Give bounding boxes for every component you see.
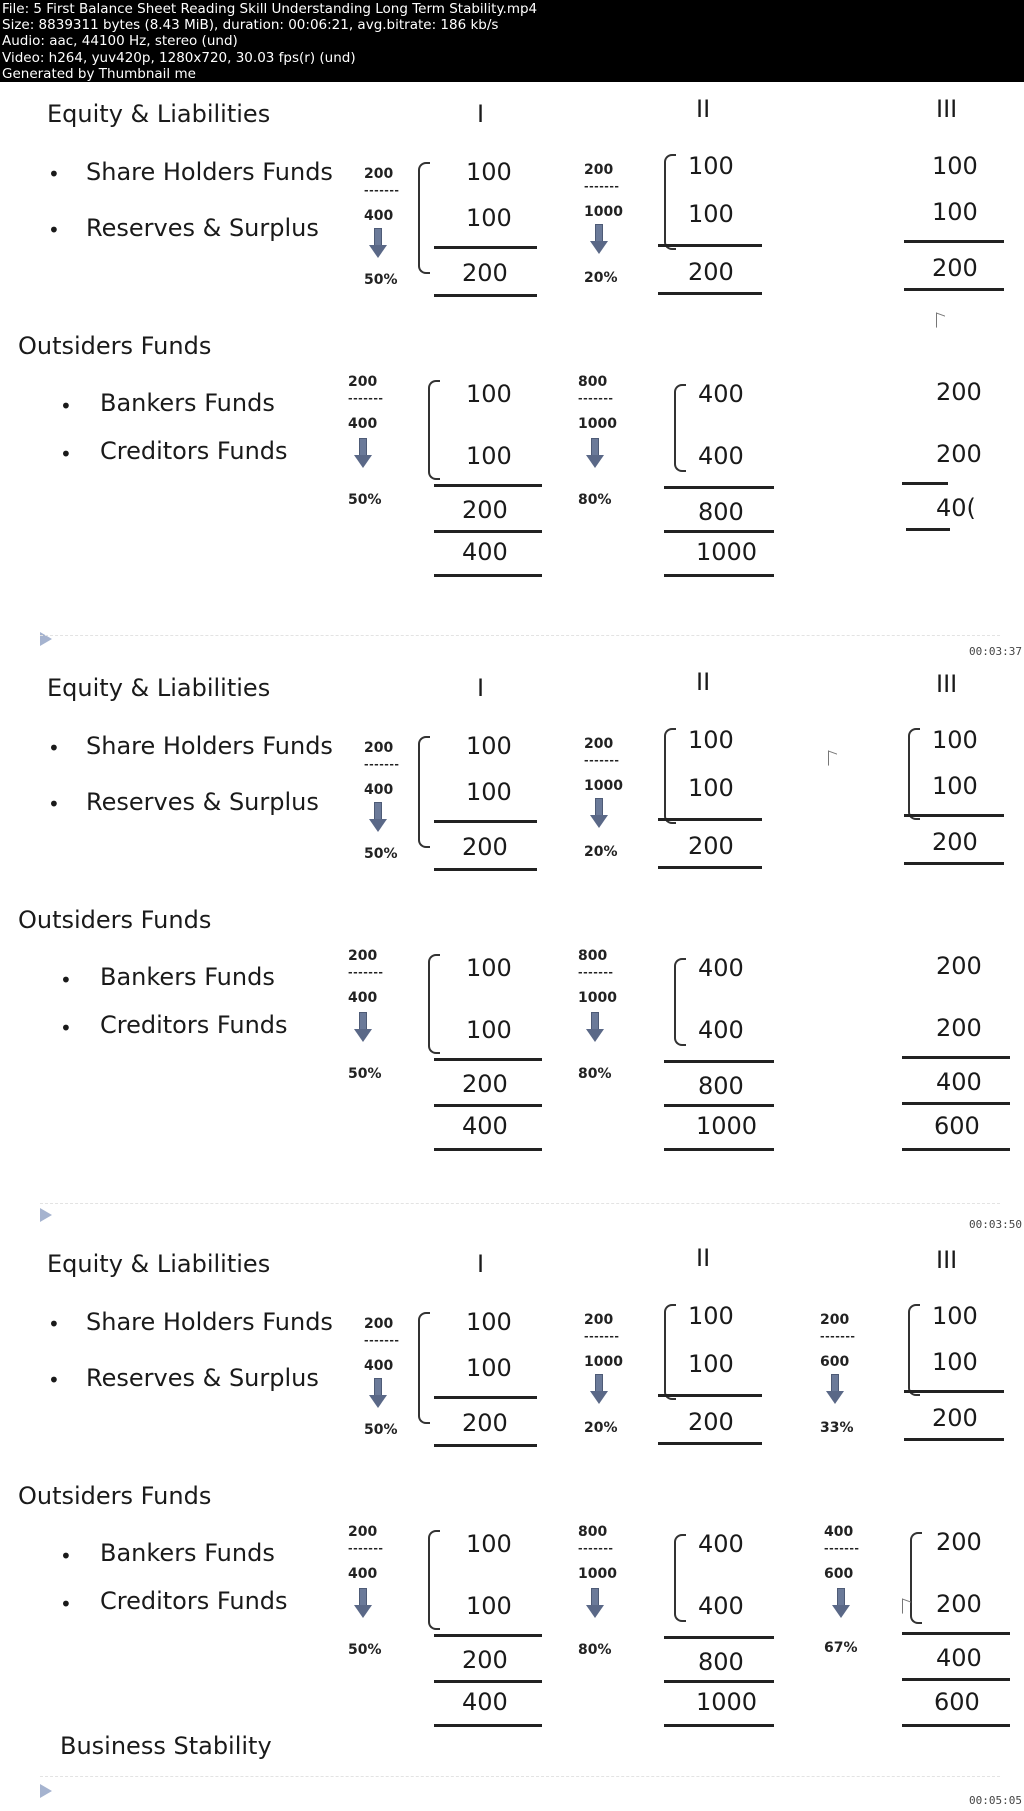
- total-rule: [658, 1442, 762, 1445]
- total-rule: [664, 1148, 774, 1151]
- value-cell: 200: [936, 952, 982, 980]
- value-cell: 100: [466, 1592, 512, 1620]
- ratio-denominator: 400: [364, 782, 394, 798]
- column-iii-label: III: [936, 670, 958, 698]
- bullet: •: [48, 162, 60, 186]
- brace: [674, 384, 686, 472]
- total-rule: [902, 1678, 1010, 1681]
- generator-line: Generated by Thumbnail me: [2, 65, 196, 82]
- value-cell: 200: [932, 828, 978, 856]
- mouse-cursor-icon: [936, 312, 945, 330]
- value-cell: 800: [698, 498, 744, 526]
- frame-timestamp: 00:03:50: [969, 1218, 1022, 1231]
- ratio-numerator: 200: [364, 1316, 394, 1332]
- reserves-label: Reserves & Surplus: [86, 1364, 319, 1392]
- ratio-numerator: 200: [584, 736, 614, 752]
- value-cell: 200: [462, 1646, 508, 1674]
- value-cell: 100: [466, 380, 512, 408]
- column-ii-label: II: [696, 95, 711, 123]
- total-rule: [902, 1724, 1010, 1727]
- ratio-percent: 50%: [364, 846, 398, 862]
- bankers-label: Bankers Funds: [100, 389, 275, 417]
- file-line: File: 5 First Balance Sheet Reading Skill Understanding Long Term Stability.mp4: [2, 1, 538, 17]
- value-cell: 1000: [696, 1688, 758, 1716]
- ratio-percent: 80%: [578, 492, 612, 508]
- total-rule: [906, 528, 950, 531]
- ratio-divider: -------: [348, 1542, 384, 1555]
- ratio-percent: 50%: [348, 492, 382, 508]
- ratio-denominator: 400: [348, 990, 378, 1006]
- bullet: •: [60, 1016, 72, 1040]
- value-cell: 600: [934, 1112, 980, 1140]
- ratio-divider: -------: [584, 180, 620, 193]
- value-cell: 100: [688, 1350, 734, 1378]
- ratio-denominator: 400: [348, 1566, 378, 1582]
- value-cell: 400: [462, 538, 508, 566]
- value-cell: 100: [932, 1302, 978, 1330]
- total-rule: [434, 294, 537, 297]
- value-cell: 100: [932, 772, 978, 800]
- ratio-numerator: 200: [348, 948, 378, 964]
- value-cell: 100: [466, 1530, 512, 1558]
- total-rule: [904, 288, 1004, 291]
- brace: [908, 728, 920, 820]
- file-info-header: [0, 0, 1024, 82]
- value-cell: 200: [936, 1528, 982, 1556]
- frame-timestamp: 00:05:05: [969, 1794, 1022, 1807]
- value-cell: 400: [698, 442, 744, 470]
- value-cell: 100: [688, 1302, 734, 1330]
- total-rule: [902, 1148, 1010, 1151]
- value-cell: 200: [688, 1408, 734, 1436]
- brace: [664, 154, 676, 250]
- bankers-label: Bankers Funds: [100, 1539, 275, 1567]
- total-rule: [434, 1104, 542, 1107]
- value-cell: 400: [936, 1644, 982, 1672]
- bullet: •: [48, 736, 60, 760]
- ratio-percent: 67%: [824, 1640, 858, 1656]
- value-cell: 200: [462, 833, 508, 861]
- value-cell: 400: [698, 1016, 744, 1044]
- brace: [418, 1312, 430, 1424]
- ratio-percent: 20%: [584, 270, 618, 286]
- brace: [418, 736, 430, 848]
- outsiders-heading: Outsiders Funds: [18, 1482, 212, 1510]
- value-cell: 800: [698, 1072, 744, 1100]
- audio-line: Audio: aac, 44100 Hz, stereo (und): [2, 33, 238, 50]
- frame-separator: [40, 1776, 1000, 1777]
- share-holders-label: Share Holders Funds: [86, 732, 333, 760]
- value-cell: 100: [932, 726, 978, 754]
- bankers-label: Bankers Funds: [100, 963, 275, 991]
- value-cell: 200: [462, 496, 508, 524]
- total-rule: [434, 246, 537, 249]
- ratio-numerator: 200: [584, 162, 614, 178]
- total-rule: [434, 574, 542, 577]
- creditors-label: Creditors Funds: [100, 1011, 288, 1039]
- total-rule: [434, 1396, 537, 1399]
- total-rule: [664, 1636, 774, 1639]
- play-marker-icon: [40, 1208, 52, 1222]
- value-cell: 400: [698, 1530, 744, 1558]
- column-iii-label: III: [936, 95, 958, 123]
- value-cell: 800: [698, 1648, 744, 1676]
- bullet: •: [60, 394, 72, 418]
- column-iii-label: III: [936, 1246, 958, 1274]
- value-cell: 100: [466, 732, 512, 760]
- brace: [910, 1532, 922, 1624]
- ratio-percent: 50%: [364, 272, 398, 288]
- ratio-divider: -------: [348, 966, 384, 979]
- ratio-percent: 80%: [578, 1066, 612, 1082]
- total-rule: [658, 818, 762, 821]
- brace: [664, 1304, 676, 1400]
- total-rule: [434, 1058, 542, 1061]
- value-cell: 400: [462, 1688, 508, 1716]
- ratio-denominator: 1000: [584, 1354, 623, 1370]
- value-cell: 400: [698, 954, 744, 982]
- total-rule: [664, 574, 774, 577]
- total-rule: [658, 244, 762, 247]
- value-cell: 100: [466, 1308, 512, 1336]
- value-cell: 200: [936, 1590, 982, 1618]
- ratio-denominator: 400: [364, 208, 394, 224]
- value-cell: 200: [462, 1070, 508, 1098]
- size-line: Size: 8839311 bytes (8.43 MiB), duration: 00:06:21, avg.bitrate: 186 kb/s: [2, 17, 499, 34]
- ratio-denominator: 1000: [584, 778, 623, 794]
- value-cell: 200: [936, 378, 982, 406]
- ratio-denominator: 1000: [578, 1566, 617, 1582]
- reserves-label: Reserves & Surplus: [86, 788, 319, 816]
- total-rule: [434, 530, 542, 533]
- value-cell: 200: [936, 1014, 982, 1042]
- value-cell: 400: [936, 1068, 982, 1096]
- ratio-divider: -------: [584, 754, 620, 767]
- ratio-percent: 20%: [584, 1420, 618, 1436]
- total-rule: [664, 1724, 774, 1727]
- frame-timestamp: 00:03:37: [969, 645, 1022, 658]
- value-cell: 100: [688, 200, 734, 228]
- value-cell: 100: [932, 152, 978, 180]
- total-rule: [434, 484, 542, 487]
- total-rule: [664, 530, 774, 533]
- value-cell: 200: [462, 1409, 508, 1437]
- ratio-numerator: 400: [824, 1524, 854, 1540]
- total-rule: [658, 292, 762, 295]
- value-cell: 100: [466, 158, 512, 186]
- total-rule: [904, 862, 1004, 865]
- value-cell: 400: [698, 380, 744, 408]
- ratio-numerator: 200: [364, 740, 394, 756]
- total-rule: [434, 1680, 542, 1683]
- ratio-numerator: 800: [578, 948, 608, 964]
- total-rule: [434, 1444, 537, 1447]
- total-rule: [904, 814, 1004, 817]
- business-stability-label: Business Stability: [60, 1732, 272, 1760]
- video-line: Video: h264, yuv420p, 1280x720, 30.03 fps(r) (und): [2, 49, 356, 66]
- brace: [664, 728, 676, 824]
- ratio-divider: -------: [364, 184, 400, 197]
- value-cell: 200: [932, 1404, 978, 1432]
- value-cell: 100: [932, 198, 978, 226]
- column-i-label: I: [477, 674, 485, 702]
- value-cell: 200: [932, 254, 978, 282]
- ratio-numerator: 200: [584, 1312, 614, 1328]
- bullet: •: [48, 1312, 60, 1336]
- value-cell: 100: [466, 204, 512, 232]
- equity-heading: Equity & Liabilities: [47, 674, 271, 702]
- brace: [674, 958, 686, 1046]
- value-cell: 100: [688, 152, 734, 180]
- ratio-percent: 50%: [348, 1066, 382, 1082]
- ratio-percent: 33%: [820, 1420, 854, 1436]
- value-cell: 100: [466, 442, 512, 470]
- ratio-denominator: 1000: [578, 416, 617, 432]
- brace: [418, 162, 430, 274]
- outsiders-heading: Outsiders Funds: [18, 332, 212, 360]
- total-rule: [664, 1060, 774, 1063]
- creditors-label: Creditors Funds: [100, 437, 288, 465]
- value-cell: 1000: [696, 1112, 758, 1140]
- total-rule: [434, 1724, 542, 1727]
- ratio-denominator: 600: [820, 1354, 850, 1370]
- brace: [674, 1534, 686, 1622]
- total-rule: [664, 1104, 774, 1107]
- total-rule: [434, 868, 537, 871]
- total-rule: [434, 820, 537, 823]
- ratio-divider: -------: [578, 966, 614, 979]
- ratio-divider: -------: [820, 1330, 856, 1343]
- value-cell: 100: [688, 774, 734, 802]
- value-cell: 100: [466, 1354, 512, 1382]
- ratio-numerator: 200: [820, 1312, 850, 1328]
- total-rule: [902, 1102, 1010, 1105]
- ratio-divider: -------: [364, 1334, 400, 1347]
- equity-heading: Equity & Liabilities: [47, 100, 271, 128]
- reserves-label: Reserves & Surplus: [86, 214, 319, 242]
- ratio-denominator: 400: [348, 416, 378, 432]
- ratio-denominator: 600: [824, 1566, 854, 1582]
- bullet: •: [60, 1544, 72, 1568]
- value-cell: 1000: [696, 538, 758, 566]
- brace: [428, 1530, 440, 1630]
- ratio-numerator: 200: [348, 1524, 378, 1540]
- value-cell-partial: 40(: [936, 494, 976, 522]
- total-rule: [664, 1680, 774, 1683]
- bullet: •: [60, 968, 72, 992]
- ratio-percent: 50%: [364, 1422, 398, 1438]
- thumbnail-frame-2: [0, 658, 1024, 1234]
- thumbnail-frame-1: [0, 82, 1024, 658]
- bullet: •: [60, 1592, 72, 1616]
- value-cell: 100: [466, 1016, 512, 1044]
- play-marker-icon: [40, 1784, 52, 1798]
- value-cell: 200: [688, 832, 734, 860]
- column-ii-label: II: [696, 1244, 711, 1272]
- ratio-numerator: 800: [578, 1524, 608, 1540]
- ratio-percent: 80%: [578, 1642, 612, 1658]
- value-cell: 200: [462, 259, 508, 287]
- value-cell: 100: [466, 954, 512, 982]
- ratio-divider: -------: [578, 392, 614, 405]
- bullet: •: [48, 792, 60, 816]
- outsiders-heading: Outsiders Funds: [18, 906, 212, 934]
- total-rule: [434, 1148, 542, 1151]
- ratio-percent: 20%: [584, 844, 618, 860]
- brace: [428, 954, 440, 1054]
- ratio-numerator: 800: [578, 374, 608, 390]
- total-rule: [902, 1632, 1010, 1635]
- bullet: •: [48, 1368, 60, 1392]
- frame-separator: [40, 635, 1000, 636]
- bullet: •: [48, 218, 60, 242]
- column-i-label: I: [477, 100, 485, 128]
- total-rule: [658, 866, 762, 869]
- ratio-divider: -------: [578, 1542, 614, 1555]
- value-cell: 400: [698, 1592, 744, 1620]
- mouse-cursor-icon: [828, 750, 837, 768]
- creditors-label: Creditors Funds: [100, 1587, 288, 1615]
- mouse-cursor-icon: [902, 1598, 911, 1616]
- total-rule: [904, 240, 1004, 243]
- value-cell: 100: [688, 726, 734, 754]
- share-holders-label: Share Holders Funds: [86, 158, 333, 186]
- value-cell: 100: [466, 778, 512, 806]
- brace: [428, 380, 440, 480]
- ratio-denominator: 400: [364, 1358, 394, 1374]
- ratio-divider: -------: [348, 392, 384, 405]
- ratio-percent: 50%: [348, 1642, 382, 1658]
- ratio-divider: -------: [364, 758, 400, 771]
- ratio-numerator: 200: [364, 166, 394, 182]
- total-rule: [904, 1390, 1004, 1393]
- brace: [908, 1304, 920, 1396]
- column-i-label: I: [477, 1250, 485, 1278]
- column-ii-label: II: [696, 668, 711, 696]
- bullet: •: [60, 442, 72, 466]
- value-cell: 100: [932, 1348, 978, 1376]
- total-rule: [904, 1438, 1004, 1441]
- ratio-divider: -------: [824, 1542, 860, 1555]
- ratio-divider: -------: [584, 1330, 620, 1343]
- total-rule: [664, 486, 774, 489]
- total-rule: [434, 1634, 542, 1637]
- ratio-numerator: 200: [348, 374, 378, 390]
- total-rule: [658, 1394, 762, 1397]
- ratio-denominator: 1000: [578, 990, 617, 1006]
- total-rule: [902, 1056, 1010, 1059]
- value-cell: 200: [688, 258, 734, 286]
- value-cell: 600: [934, 1688, 980, 1716]
- equity-heading: Equity & Liabilities: [47, 1250, 271, 1278]
- value-cell: 200: [936, 440, 982, 468]
- frame-separator: [40, 1203, 1000, 1204]
- ratio-denominator: 1000: [584, 204, 623, 220]
- thumbnail-frame-3: [0, 1234, 1024, 1811]
- total-rule: [902, 482, 948, 485]
- share-holders-label: Share Holders Funds: [86, 1308, 333, 1336]
- value-cell: 400: [462, 1112, 508, 1140]
